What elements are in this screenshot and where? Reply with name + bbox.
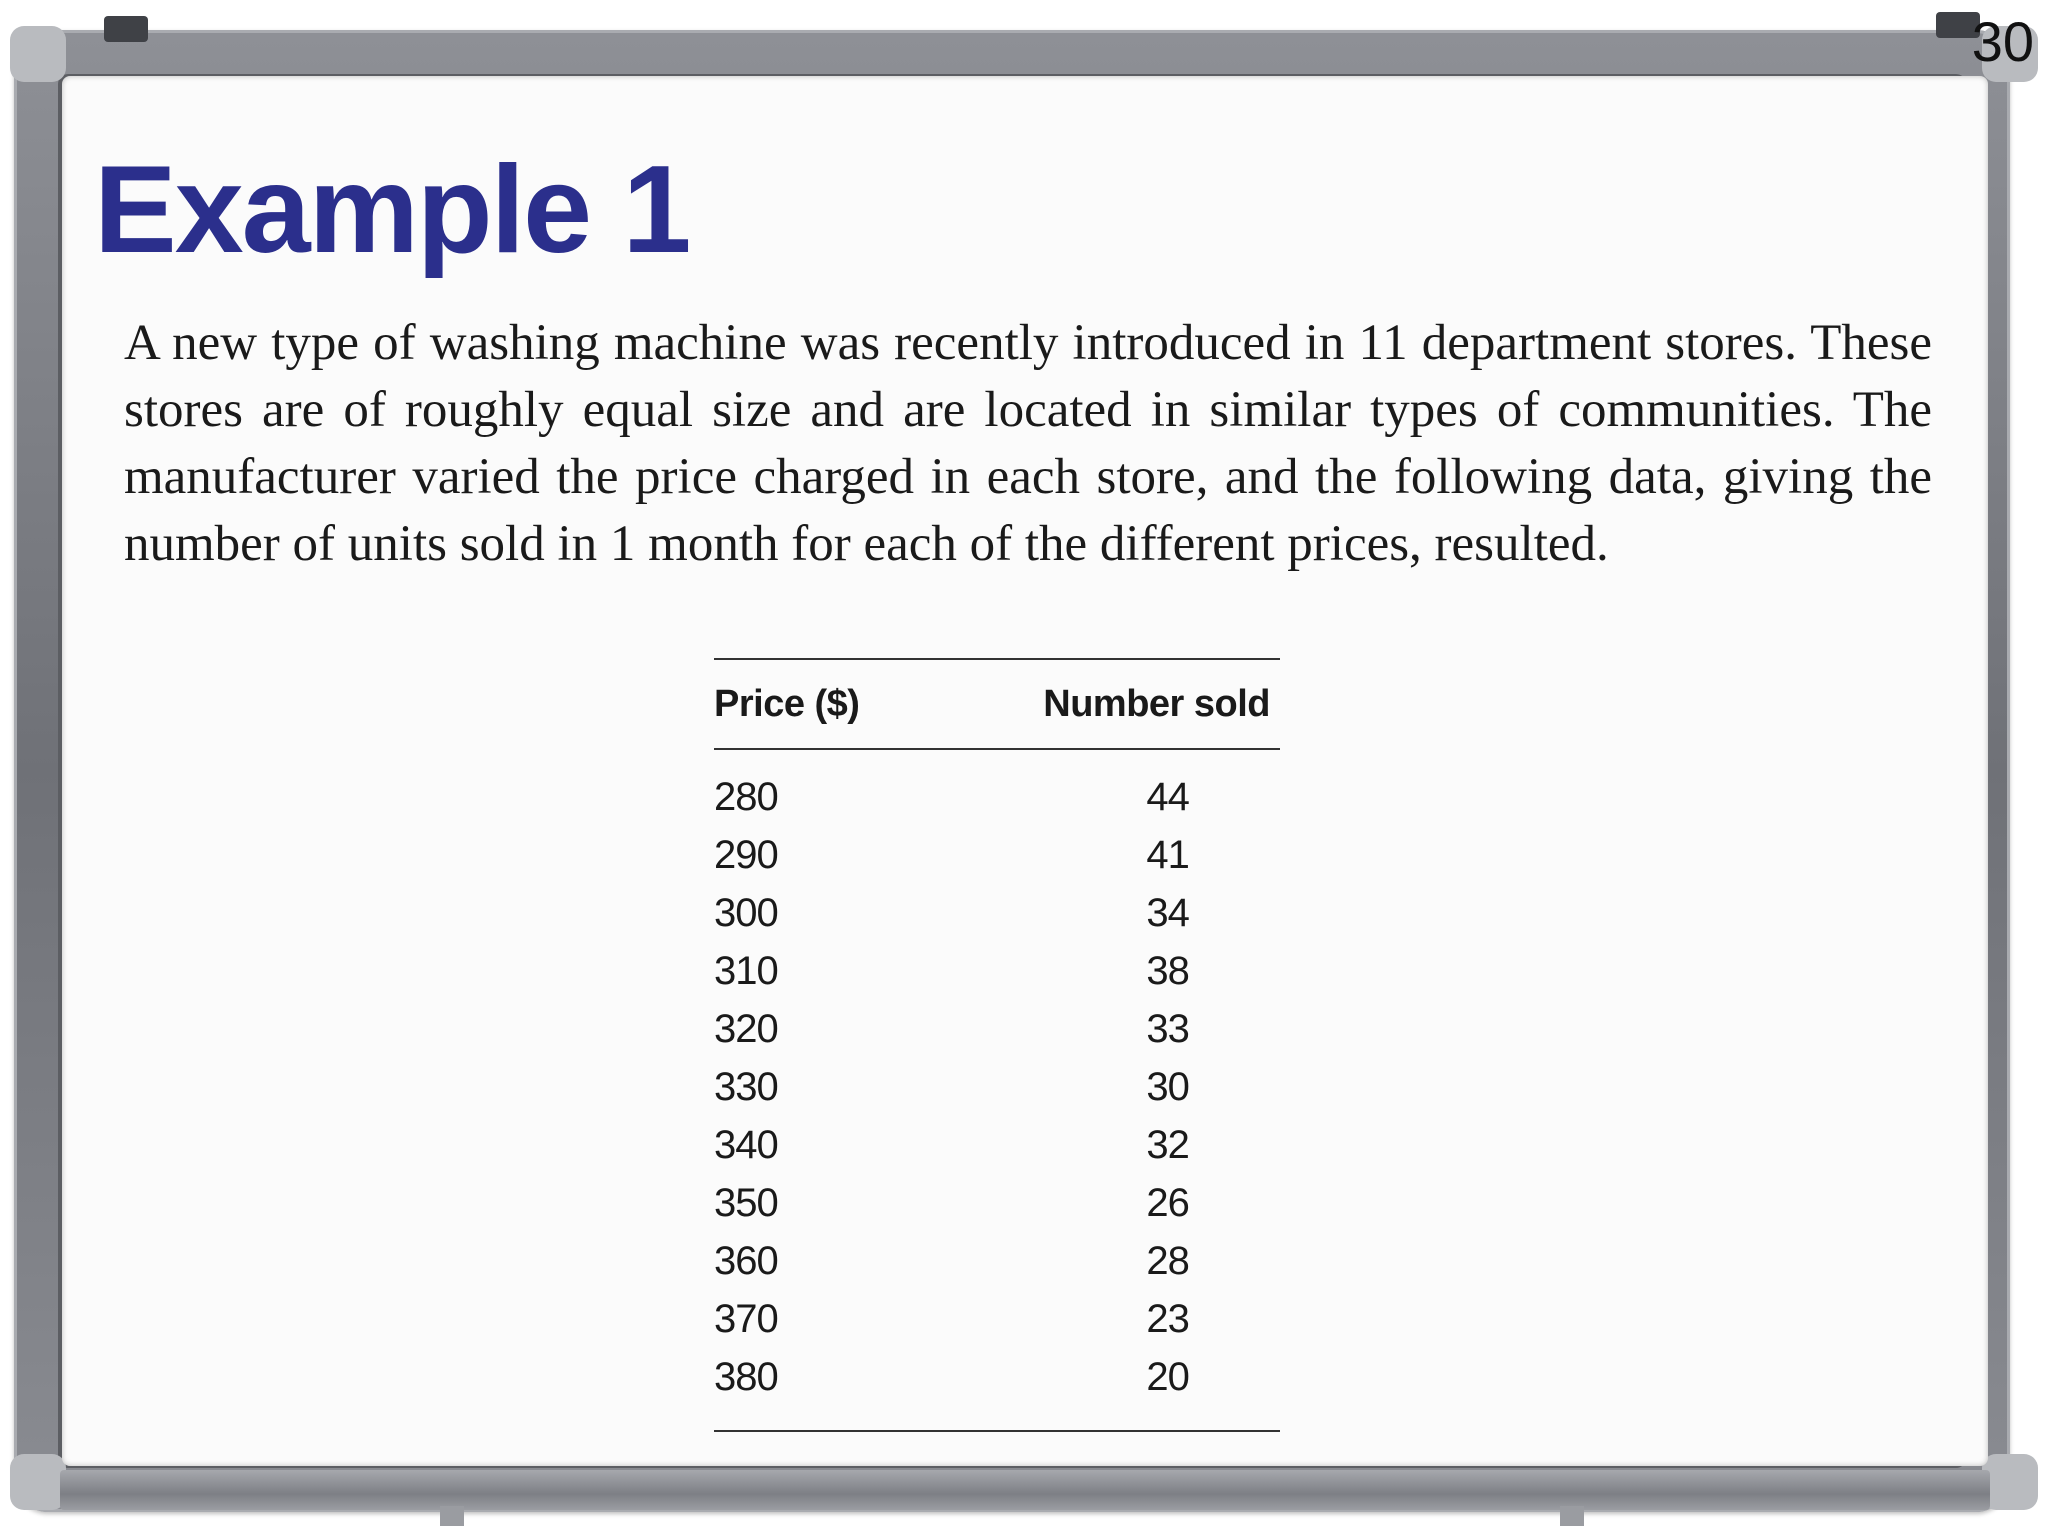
number-sold-cell: 41 [1146,832,1189,877]
table-row [714,1000,1280,1058]
price-cell: 280 [714,774,778,819]
table-header-row [714,659,1280,749]
table-row [714,1348,1280,1431]
column-header-price: Price ($) [714,682,860,725]
price-sales-table [714,658,1280,1432]
number-sold-cell: 26 [1146,1180,1189,1225]
number-sold-cell: 20 [1146,1354,1189,1399]
price-cell: 290 [714,832,778,877]
price-cell: 310 [714,948,778,993]
price-cell: 340 [714,1122,778,1167]
price-cell: 320 [714,1006,778,1051]
number-sold-cell: 33 [1146,1006,1189,1051]
number-sold-cell: 44 [1146,774,1189,819]
price-cell: 330 [714,1064,778,1109]
marker-tray [60,1470,1990,1510]
number-sold-cell: 23 [1146,1296,1189,1341]
table-row [714,1058,1280,1116]
price-cell: 300 [714,890,778,935]
tray-foot [440,1506,464,1526]
table-row [714,1174,1280,1232]
slide-title: Example 1 [94,141,690,279]
price-cell: 360 [714,1238,778,1283]
tray-foot [1560,1506,1584,1526]
table-row [714,1116,1280,1174]
price-cell: 370 [714,1296,778,1341]
slide-number: 30 [1971,10,2034,73]
table-row [714,826,1280,884]
number-sold-cell: 30 [1146,1064,1189,1109]
number-sold-cell: 28 [1146,1238,1189,1283]
number-sold-cell: 34 [1146,890,1189,935]
problem-statement: A new type of washing machine was recently introduced in 11 department stores. These stores are of roughly equal size and are located in similar types of communities. The manufacturer varied the price charged in each store, and the following data, giving the number of units sold in 1 month for each of the different prices, resulted. [124,315,1932,572]
number-sold-cell: 38 [1146,948,1189,993]
table-row [714,942,1280,1000]
frame-corner [1982,1454,2038,1510]
table-row [714,1232,1280,1290]
number-sold-cell: 32 [1146,1122,1189,1167]
column-header-number-sold: Number sold [1043,682,1270,725]
table-row [714,1290,1280,1348]
price-cell: 380 [714,1354,778,1399]
price-cell: 350 [714,1180,778,1225]
frame-clip [104,16,148,42]
frame-corner [10,1454,66,1510]
table-row [714,749,1280,826]
table-row [714,884,1280,942]
frame-corner [10,26,66,82]
